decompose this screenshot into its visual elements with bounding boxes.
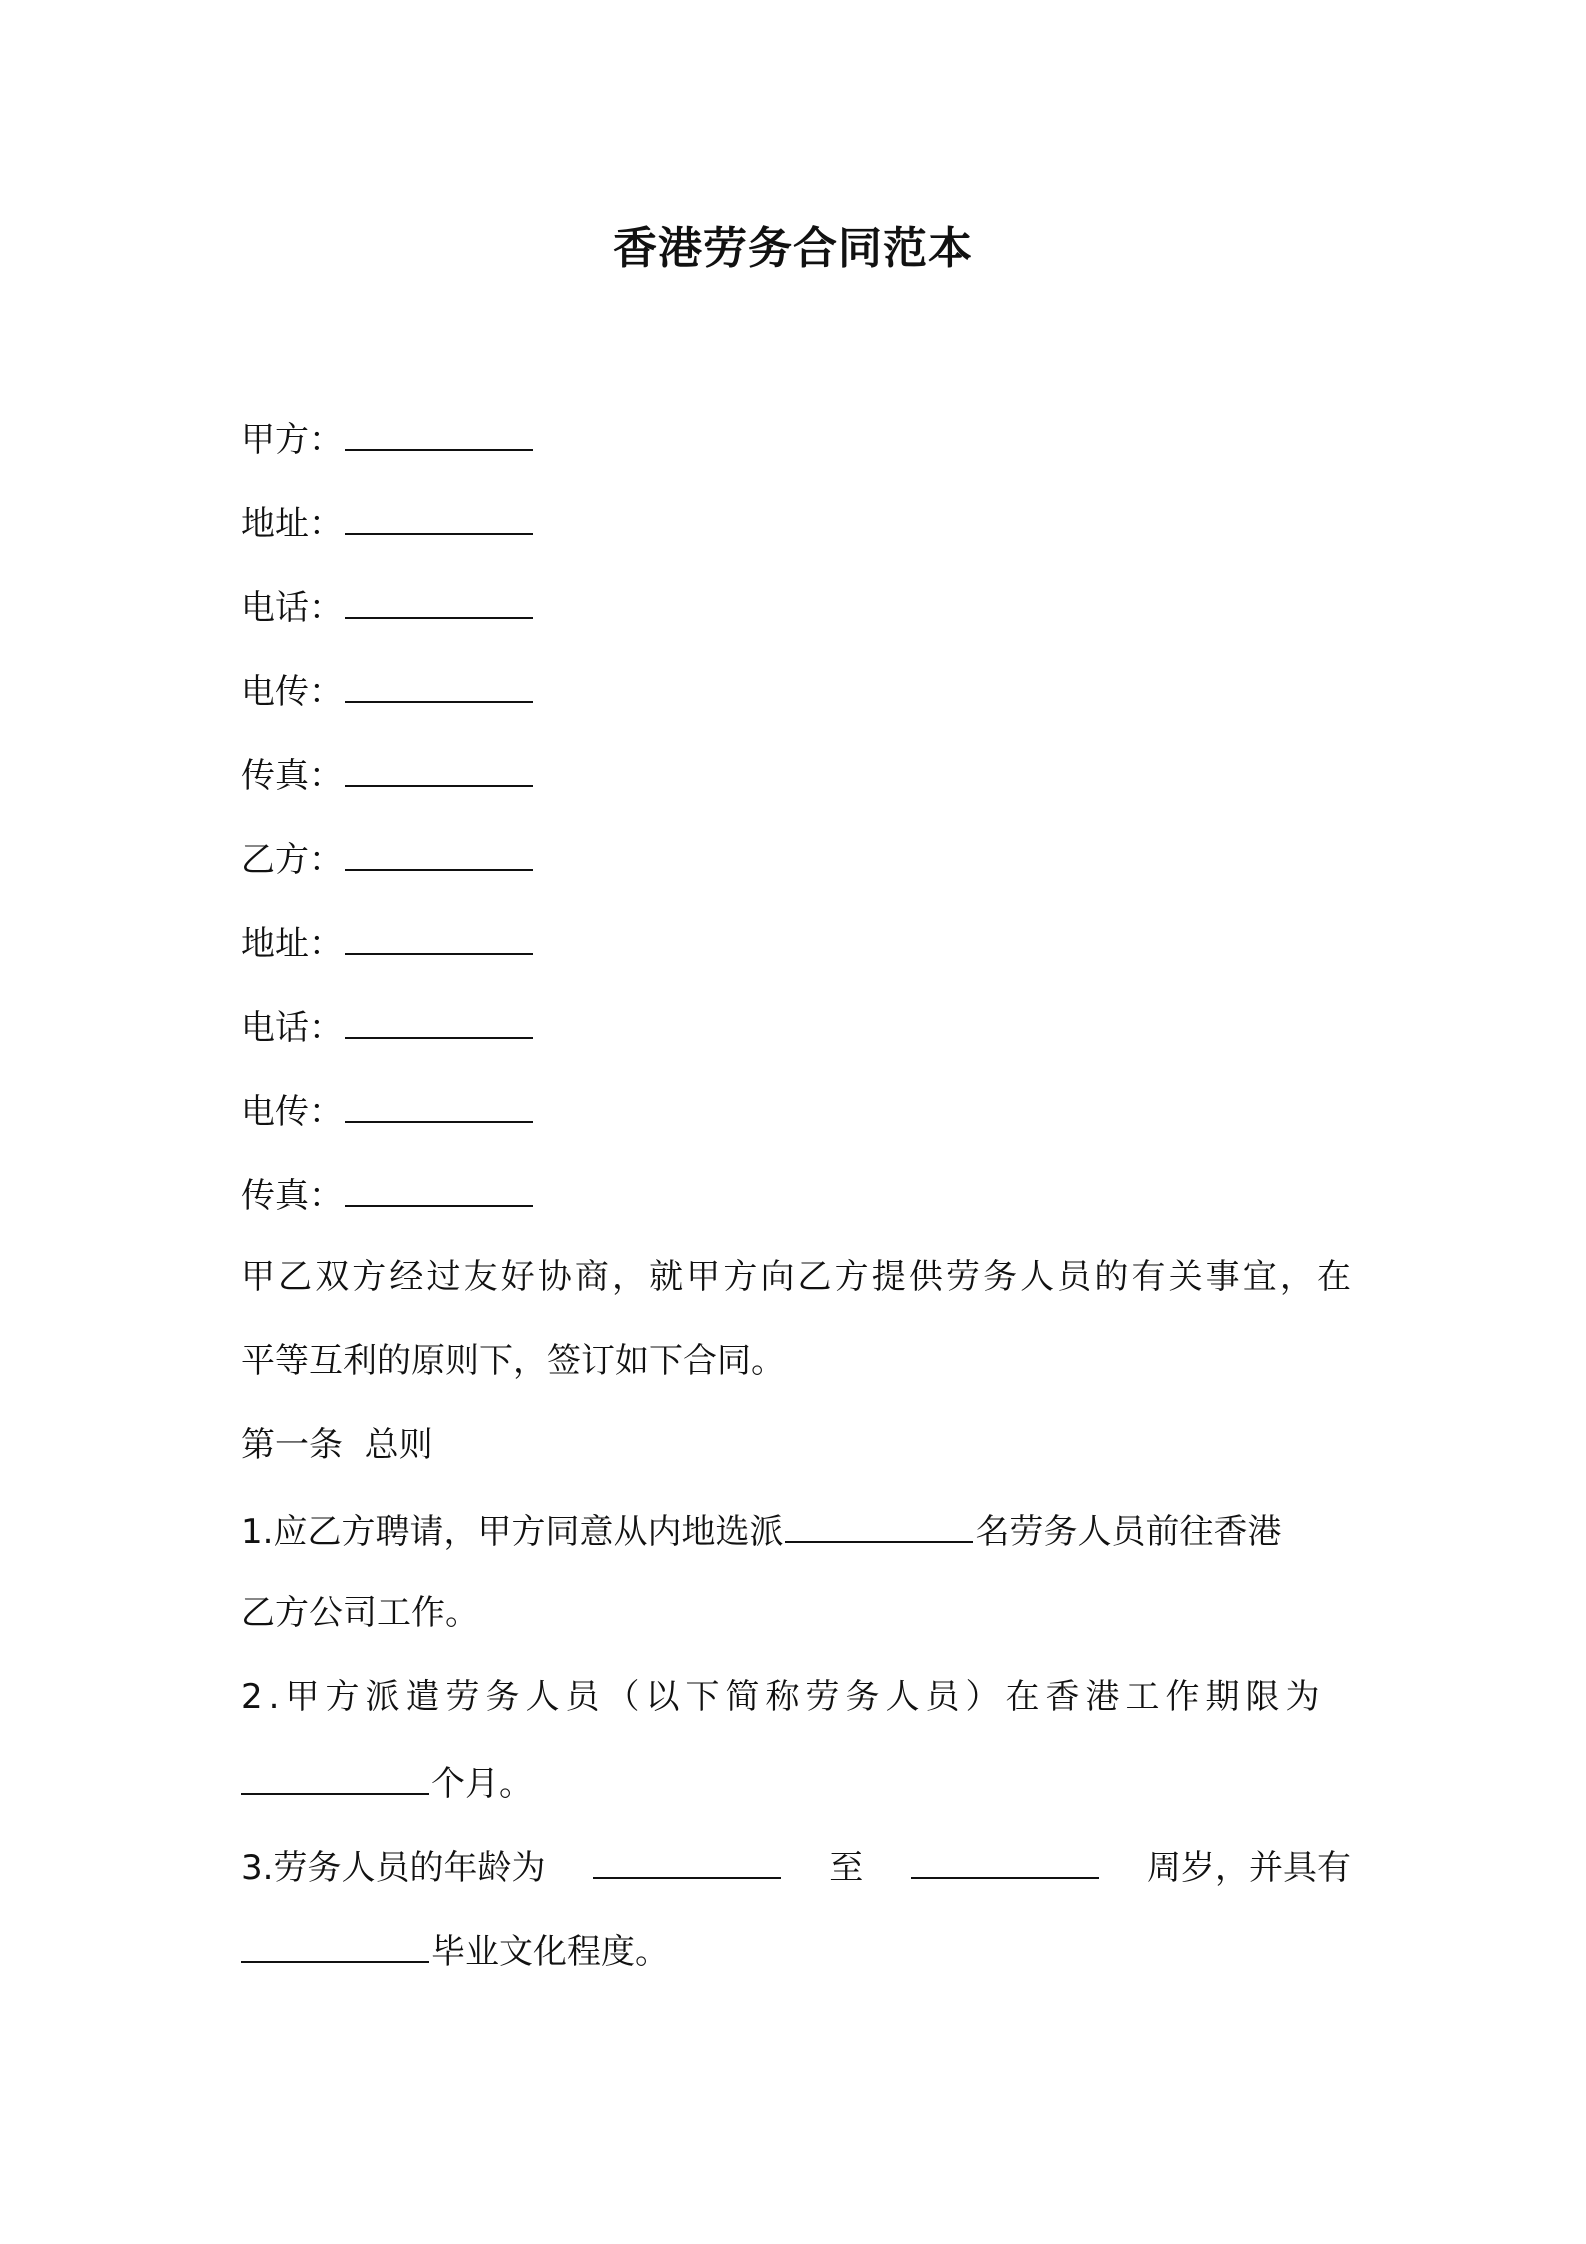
party-b-fax-row bbox=[241, 1161, 1351, 1245]
clause-3-line-1 bbox=[241, 1833, 1351, 1917]
preamble-line-2: 平等互利的原则下，签订如下合同。 bbox=[241, 1341, 785, 1381]
document-body bbox=[241, 405, 1355, 2001]
party-b-telex-row bbox=[241, 1077, 1351, 1161]
party-b-name-blank[interactable] bbox=[345, 825, 533, 871]
clause-2-months-blank[interactable] bbox=[241, 1749, 429, 1795]
clause-3-line-2 bbox=[241, 1917, 1351, 2001]
clause-1-text-before: 1.应乙方聘请，甲方同意从内地选派 bbox=[241, 1512, 784, 1552]
article-1-heading bbox=[241, 1413, 1351, 1497]
party-b-telex-label: 电传： bbox=[241, 1092, 343, 1132]
clause-1-line-1 bbox=[241, 1497, 1351, 1581]
party-a-address-row bbox=[241, 489, 1351, 573]
clause-2-line-2 bbox=[241, 1749, 1351, 1833]
preamble-line-1: 甲乙双方经过友好协商，就甲方向乙方提供劳务人员的有关事宜，在 bbox=[241, 1257, 1355, 1297]
party-b-name-label: 乙方： bbox=[241, 840, 343, 880]
clause-2-text-after: 个月。 bbox=[431, 1764, 533, 1804]
clause-1-text-after: 名劳务人员前往香港 bbox=[975, 1512, 1282, 1552]
party-b-phone-label: 电话： bbox=[241, 1008, 343, 1048]
clause-3-part-2: 至 bbox=[829, 1848, 864, 1888]
party-a-fax-row bbox=[241, 741, 1351, 825]
party-b-name-row bbox=[241, 825, 1351, 909]
party-a-telex-blank[interactable] bbox=[345, 657, 533, 703]
party-b-phone-row bbox=[241, 993, 1351, 1077]
party-a-address-blank[interactable] bbox=[345, 489, 533, 535]
clause-3-text-after: 毕业文化程度。 bbox=[431, 1932, 669, 1972]
party-a-name-blank[interactable] bbox=[345, 405, 533, 451]
clause-2-line-1: 2.甲方派遣劳务人员（以下简称劳务人员）在香港工作期限为 bbox=[241, 1677, 1326, 1717]
clause-3-part-1: 3.劳务人员的年龄为 bbox=[241, 1848, 546, 1888]
party-b-fax-label: 传真： bbox=[241, 1176, 343, 1216]
party-a-address-label: 地址： bbox=[241, 504, 343, 544]
clause-3-education-blank[interactable] bbox=[241, 1917, 429, 1963]
article-1-heading-text: 第一条 总则 bbox=[241, 1425, 433, 1465]
party-a-phone-label: 电话： bbox=[241, 588, 343, 628]
clause-3-max-age-blank[interactable] bbox=[911, 1833, 1099, 1879]
clause-1-line-2: 乙方公司工作。 bbox=[241, 1593, 479, 1633]
document-title: 香港劳务合同范本 bbox=[613, 223, 973, 274]
party-b-fax-blank[interactable] bbox=[345, 1161, 533, 1207]
party-b-address-blank[interactable] bbox=[345, 909, 533, 955]
party-a-phone-row bbox=[241, 573, 1351, 657]
clause-3-part-3: 周岁，并具有 bbox=[1146, 1848, 1351, 1888]
party-a-name-row bbox=[241, 405, 1351, 489]
clause-1-count-blank[interactable] bbox=[785, 1497, 973, 1543]
party-a-telex-row bbox=[241, 657, 1351, 741]
party-a-fax-blank[interactable] bbox=[345, 741, 533, 787]
party-a-name-label: 甲方： bbox=[241, 420, 343, 460]
party-b-phone-blank[interactable] bbox=[345, 993, 533, 1039]
party-a-fax-label: 传真： bbox=[241, 756, 343, 796]
party-b-telex-blank[interactable] bbox=[345, 1077, 533, 1123]
party-b-address-label: 地址： bbox=[241, 924, 343, 964]
party-a-telex-label: 电传： bbox=[241, 672, 343, 712]
party-b-address-row bbox=[241, 909, 1351, 993]
clause-3-min-age-blank[interactable] bbox=[593, 1833, 781, 1879]
party-a-phone-blank[interactable] bbox=[345, 573, 533, 619]
